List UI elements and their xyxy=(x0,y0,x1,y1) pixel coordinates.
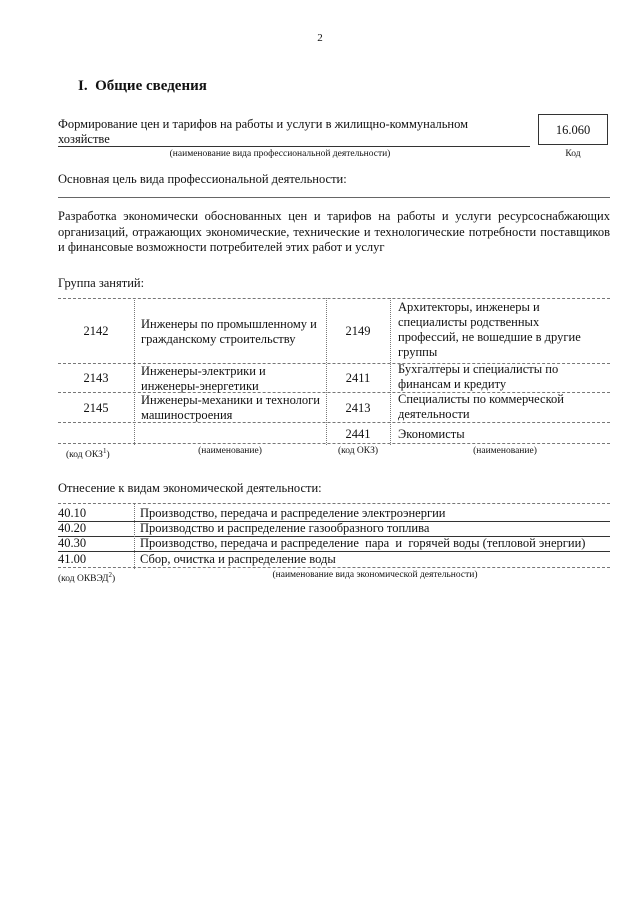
occupation-group-label: Группа занятий: xyxy=(58,276,145,290)
occupation-name: Инженеры-механики и технологи машиностроения xyxy=(141,393,320,422)
code-caption: Код xyxy=(565,149,581,159)
okved-code: 41.00 xyxy=(58,552,87,566)
occupation-name-caption: (наименование) xyxy=(198,446,262,456)
section-number: I. xyxy=(78,78,88,94)
section-heading xyxy=(78,78,207,95)
economic-activity-name: Производство, передача и распределение электроэнергии xyxy=(140,506,446,520)
purpose-divider xyxy=(58,197,610,198)
activity-underline xyxy=(58,146,530,147)
okz-code: 2145 xyxy=(83,401,109,415)
okz-code-caption: (код ОКЗ$^1$) xyxy=(66,447,110,461)
okz-code: 2413 xyxy=(345,401,371,415)
occupation-name: Инженеры-электрики и инженеры-энергетики xyxy=(141,364,266,393)
page-number: 2 xyxy=(317,32,323,44)
occupation-name: Инженеры по промышленному и гражданскому строительству xyxy=(141,317,317,346)
okz-code-caption: (код ОКЗ) xyxy=(337,446,379,456)
economic-activity-name: Производство, передача и распределение пара и горячей воды (тепловой энергии) xyxy=(140,536,586,550)
economic-activity-name: Производство и распределение газообразного топлива xyxy=(140,521,430,535)
code-box xyxy=(538,114,608,145)
okved-code: 40.20 xyxy=(58,521,87,535)
activity-name: Формирование цен и тарифов на работы и услуги в жилищно-коммунальном хозяйстве xyxy=(58,117,469,146)
section-title: Общие сведения xyxy=(95,78,207,94)
okz-code: 2441 xyxy=(345,427,371,441)
purpose-text: Разработка экономически обоснованных цен и тарифов на работы и услуги ресурсоснабжающих организаций, отражающих экономические, технические и технологические потребности поставщиков и финансовые возможности потребителей этих работ и услуг xyxy=(58,209,610,254)
occupation-name: Архитекторы, инженеры и специалисты родственных профессий, не вошедшие в другие группы xyxy=(398,300,581,359)
occupation-name-caption: (наименование) xyxy=(473,446,537,456)
occupation-name: Бухгалтеры и специалисты по финансам и кредиту xyxy=(398,362,559,391)
okz-code: 2149 xyxy=(345,324,371,338)
activity-code: 16.060 xyxy=(555,123,591,137)
occupation-name: Экономисты xyxy=(398,427,465,441)
okved-code: 40.10 xyxy=(58,506,87,520)
economic-activity-label: Отнесение к видам экономической деятельности: xyxy=(58,481,322,495)
economic-activity-caption: (наименование вида экономической деятельности) xyxy=(272,570,478,580)
okz-code: 2143 xyxy=(83,371,109,385)
okved-code: 40.30 xyxy=(58,536,87,550)
okved-code-caption: (код ОКВЭД$^2$) xyxy=(58,571,116,585)
activity-name-caption: (наименование вида профессиональной деятельности) xyxy=(169,149,391,159)
occupation-name: Специалисты по коммерческой деятельности xyxy=(398,392,564,421)
okz-code: 2142 xyxy=(83,324,109,338)
purpose-label: Основная цель вида профессиональной деятельности: xyxy=(58,172,347,186)
economic-activity-name: Сбор, очистка и распределение воды xyxy=(140,552,336,566)
okz-code: 2411 xyxy=(345,371,371,385)
